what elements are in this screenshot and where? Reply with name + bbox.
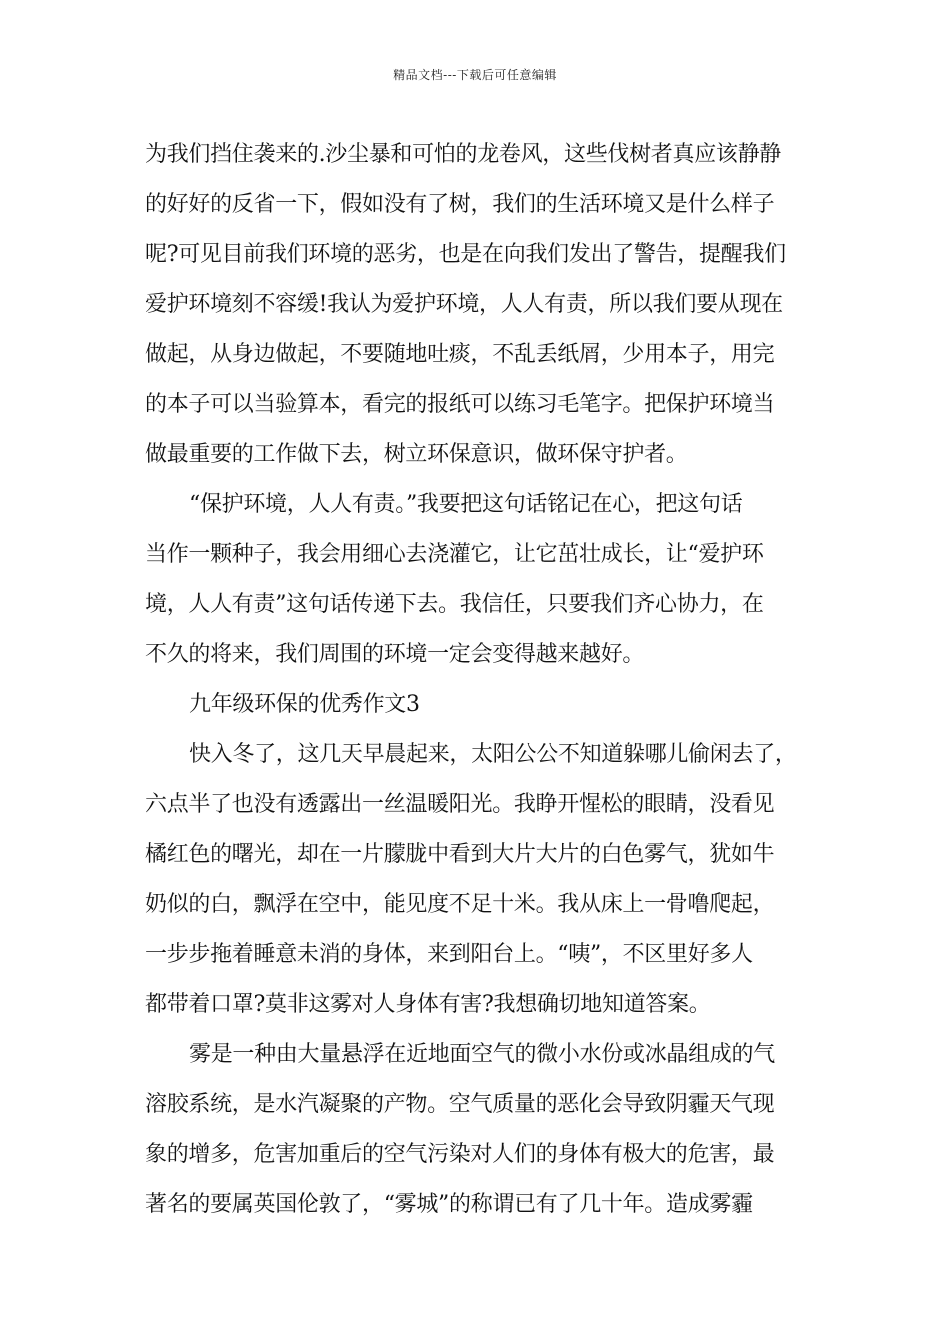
text-line: 的好好的反省一下，假如没有了树，我们的生活环境又是什么样子 bbox=[145, 192, 775, 217]
text-line: 呢?可见目前我们环境的恶劣，也是在向我们发出了警告，提醒我们 bbox=[145, 242, 786, 267]
document-body bbox=[145, 130, 810, 1230]
text-line: 著名的要属英国伦敦了，“雾城”的称谓已有了几十年。造成雾霾 bbox=[145, 1192, 753, 1217]
text-line: “保护环境，人人有责。”我要把这句话铭记在心，把这句话 bbox=[189, 492, 743, 517]
text-line: 六点半了也没有透露出一丝温暖阳光。我睁开惺松的眼睛，没看见 bbox=[145, 792, 775, 817]
text-line: 爱护环境刻不容缓!我认为爱护环境，人人有责，所以我们要从现在 bbox=[145, 292, 783, 317]
text-line: 快入冬了，这几天早晨起来，太阳公公不知道躲哪儿偷闲去了， bbox=[189, 742, 797, 767]
text-line: 一步步拖着睡意未消的身体，来到阳台上。“咦”，不区里好多人 bbox=[145, 942, 753, 967]
text-line: 境，人人有责”这句话传递下去。我信任，只要我们齐心协力，在 bbox=[145, 592, 764, 617]
text-line: 雾是一种由大量悬浮在近地面空气的微小水份或冰晶组成的气 bbox=[189, 1042, 775, 1067]
section-heading: 九年级环保的优秀作文3 bbox=[189, 692, 420, 717]
page-header: 精品文档---下载后可任意编辑 bbox=[393, 68, 557, 82]
text-line: 奶似的白，飘浮在空中，能见度不足十米。我从床上一骨噜爬起， bbox=[145, 892, 775, 917]
text-line: 做起，从身边做起，不要随地吐痰，不乱丢纸屑，少用本子，用完 bbox=[145, 342, 775, 367]
text-line: 都带着口罩?莫非这雾对人身体有害?我想确切地知道答案。 bbox=[145, 992, 711, 1017]
text-line: 象的增多，危害加重后的空气污染对人们的身体有极大的危害，最 bbox=[145, 1142, 775, 1167]
text-line: 做最重要的工作做下去，树立环保意识，做环保守护者。 bbox=[145, 442, 688, 467]
text-line: 橘红色的曙光，却在一片朦胧中看到大片大片的白色雾气，犹如牛 bbox=[145, 842, 775, 867]
text-line: 的本子可以当验算本，看完的报纸可以练习毛笔字。把保护环境当 bbox=[145, 392, 775, 417]
text-line: 当作一颗种子，我会用细心去浇灌它，让它茁壮成长，让“爱护环 bbox=[145, 542, 764, 567]
text-line: 溶胶系统，是水汽凝聚的产物。空气质量的恶化会导致阴霾天气现 bbox=[145, 1092, 775, 1117]
text-line: 不久的将来，我们周围的环境一定会变得越来越好。 bbox=[145, 642, 645, 667]
text-line: 为我们挡住袭来的.沙尘暴和可怕的龙卷风，这些伐树者真应该静静 bbox=[145, 142, 781, 167]
